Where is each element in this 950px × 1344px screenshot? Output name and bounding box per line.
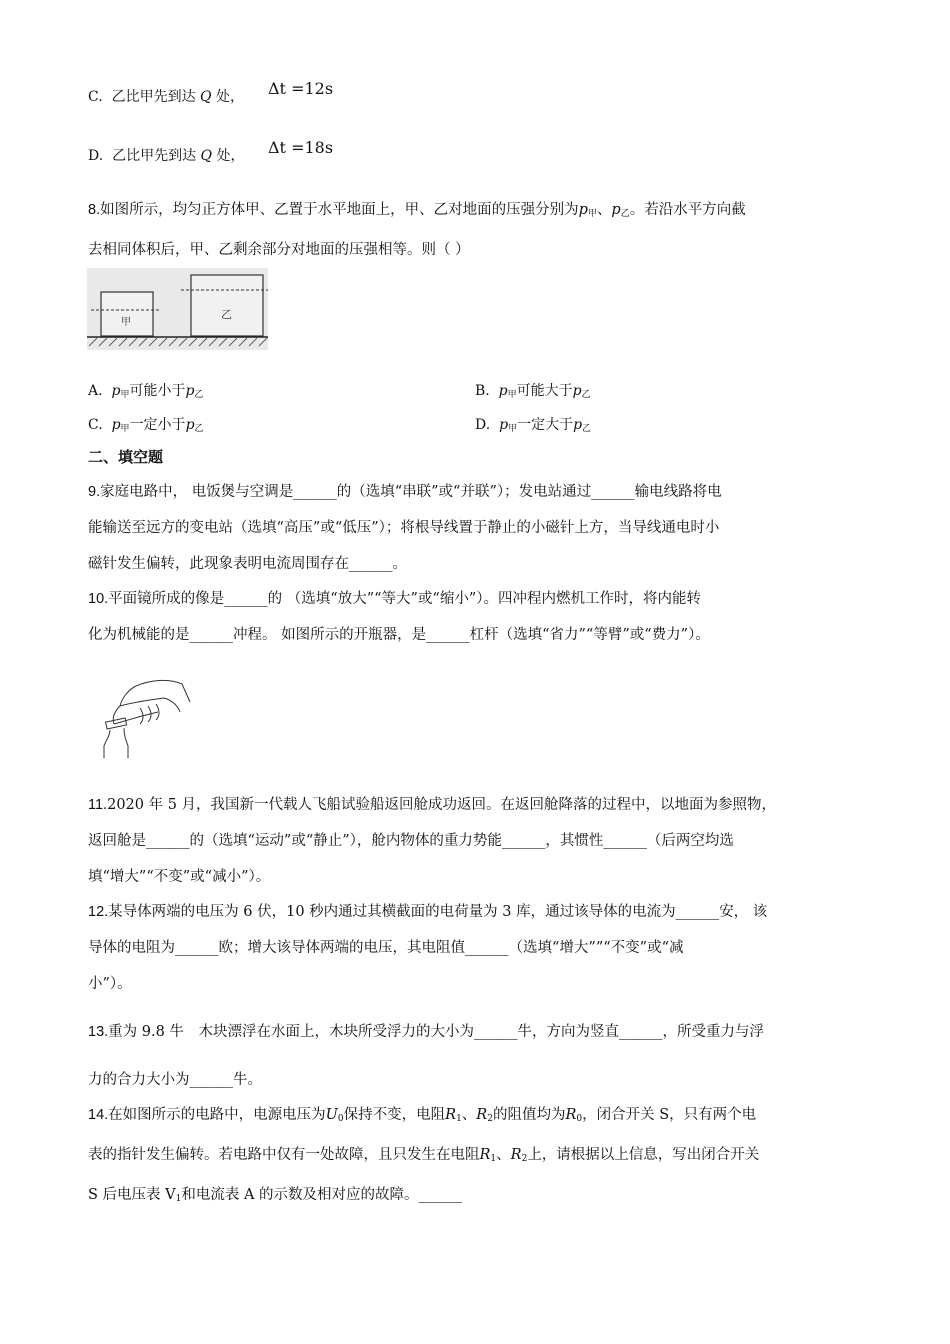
q8-option-b: B. $p_甲$可能大于$p_乙$ [475, 383, 591, 400]
q8-figure-label-yi: 乙 [221, 308, 232, 321]
question-10: 10.平面镜所成的像是______的 （选填“放大”“等大”或“缩小”）。四冲程内燃机工作时，将内能转 化为机械能的是______冲程。 如图所示的开瓶器，是______杠杆（选填“省力”“等臂”或“费力”）。 [88, 591, 710, 643]
blank[interactable]: ______ [293, 484, 337, 500]
section-heading-fill-in: 二、填空题 [88, 448, 164, 466]
q8-figure-label-jia: 甲 [121, 317, 131, 328]
blank[interactable]: ______ [465, 940, 509, 956]
question-14: 14.在如图所示的电路中，电源电压为$U_0$保持不变，电阻$R_1$、$R_2$的阻值均为$R_0$，闭合开关 S，只有两个电 表的指针发生偏转。若电路中仅有一处故障，且只发生在电阻$R_1$、$R_2$上，请根据以上信息，写出闭合开关 S 后电压表 $V_1$和电流表 A 的示数及相对应的故障。______ [88, 1107, 760, 1204]
question-13-line-2: 力的合力大小为______牛。 [88, 1072, 262, 1088]
q7-option-c: C. 乙比甲先到达 Q 处， [88, 89, 244, 105]
q7-option-d-math: Δt =18s [268, 138, 334, 157]
blank[interactable]: ______ [603, 833, 647, 849]
blank[interactable]: ______ [473, 1024, 518, 1040]
blank[interactable]: ______ [349, 556, 393, 572]
blank[interactable]: ______ [175, 940, 219, 956]
question-8 [88, 192, 863, 268]
q8-option-d: D. $p_甲$一定大于$p_乙$ [475, 417, 592, 434]
q7-option-c-math: Δt =12s [268, 79, 334, 98]
q7-option-d: D. 乙比甲先到达 Q 处， [88, 148, 245, 164]
blank[interactable]: ______ [501, 833, 546, 849]
blank[interactable]: ______ [426, 627, 470, 643]
q8-line-2: 去相同体积后，甲、乙剩余部分对地面的压强相等。则（ ） [88, 242, 470, 258]
q8-option-c: C. $p_甲$一定小于$p_乙$ [88, 417, 204, 434]
q8-line-1: 8.如图所示，均匀正方体甲、乙置于水平地面上，甲、乙对地面的压强分别为$p_甲$、$p_乙$。若沿水平方向截 [88, 202, 746, 219]
blank[interactable]: ______ [675, 904, 720, 920]
question-12: 12.某导体两端的电压为 6 伏，10 秒内通过其横截面的电荷量为 3 库，通过该导体的电流为______安， 该 导体的电阻为______欧；增大该导体两端的电压，其电阻值______（选填“增大””“不变”或“减 小”）。 [88, 904, 768, 992]
blank[interactable]: ______ [146, 833, 190, 849]
bottle-opener-figure [98, 676, 194, 760]
q8-option-a: A. $p_甲$可能小于$p_乙$ [88, 383, 204, 400]
q8-cubes-figure [87, 268, 268, 350]
blank[interactable]: ______ [189, 627, 233, 643]
blank[interactable]: ______ [224, 591, 268, 607]
blank[interactable]: ______ [591, 484, 635, 500]
question-9: 9.家庭电路中， 电饭煲与空调是______的（选填“串联”或“并联”）；发电站通过______输电线路将电 能输送至远方的变电站（选填“高压”或“低压”）；将根导线置于静止的小磁针上方，当导线通电时小 磁针发生偏转，此现象表明电流周围存在______。 [88, 484, 722, 572]
question-11: 11.2020 年 5 月，我国新一代载人飞船试验船返回舱成功返回。在返回舱降落的过程中，以地面为参照物， 返回舱是______的（选填“运动”或“静止”），舱内物体的重力势能______，其惯性______（后两空均选 填“增大”“不变”或“减小”）。 [88, 797, 777, 885]
blank[interactable]: ______ [189, 1072, 233, 1088]
question-13: 13.重为 9.8 牛 木块漂浮在水面上，木块所受浮力的大小为______牛，方向为竖直______，所受重力与浮 [88, 1024, 764, 1040]
blank[interactable]: ______ [418, 1187, 463, 1203]
blank[interactable]: ______ [618, 1024, 663, 1040]
